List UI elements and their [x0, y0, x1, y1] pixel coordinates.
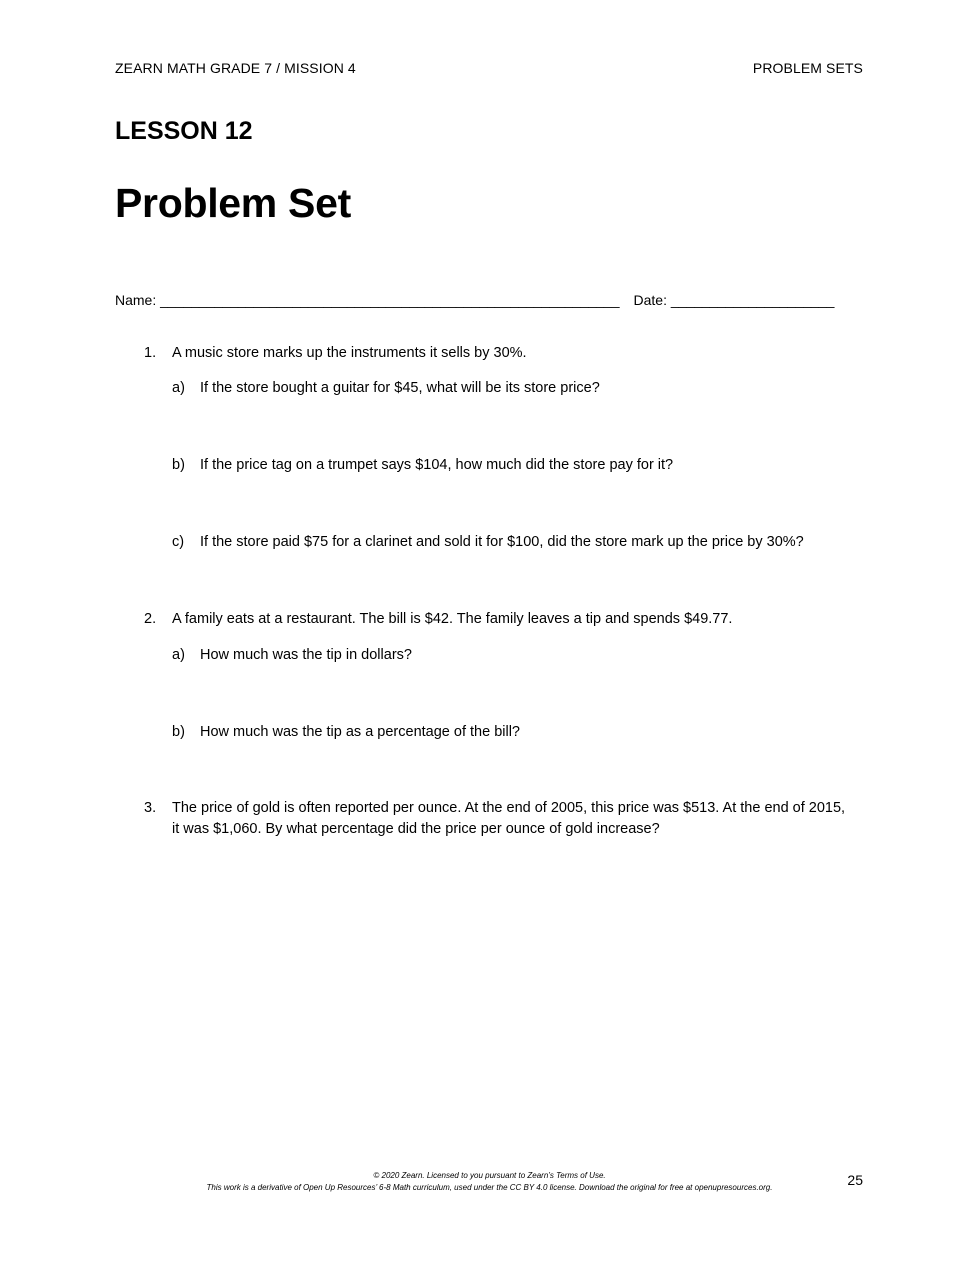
- page-title: Problem Set: [115, 180, 351, 226]
- question-number: 3.: [144, 800, 157, 816]
- part-label: c): [172, 534, 185, 550]
- part-text: If the store bought a guitar for $45, what will be its store price?: [200, 380, 600, 396]
- question-text: A family eats at a restaurant. The bill is $42. The family leaves a tip and spends $49.77.: [172, 611, 733, 627]
- part-text: How much was the tip in dollars?: [200, 647, 412, 663]
- part-label: b): [172, 724, 185, 740]
- question-text-line-2: it was $1,060. By what percentage did the price per ounce of gold increase?: [172, 821, 660, 837]
- page-number: 25: [847, 1172, 863, 1188]
- date-field[interactable]: Date: _____________________: [633, 292, 835, 308]
- name-date-row: [115, 292, 834, 308]
- footer-license: This work is a derivative of Open Up Resources’ 6-8 Math curriculum, used under the CC BY 4.0 license. Download the original for free at openupresources.org.: [206, 1183, 773, 1192]
- question-number: 2.: [144, 611, 157, 627]
- lesson-label: LESSON 12: [115, 117, 253, 145]
- part-text: If the store paid $75 for a clarinet and sold it for $100, did the store mark up the price by 30%?: [200, 534, 804, 550]
- question-text-line-1: The price of gold is often reported per ounce. At the end of 2005, this price was $513. At the end of 2015,: [172, 800, 846, 816]
- header-right: PROBLEM SETS: [752, 60, 863, 76]
- part-text: If the price tag on a trumpet says $104, how much did the store pay for it?: [200, 457, 674, 473]
- name-field[interactable]: Name: ___________________________________________________________: [115, 292, 620, 308]
- part-label: a): [172, 647, 185, 663]
- header-left: ZEARN MATH GRADE 7 / MISSION 4: [115, 60, 356, 76]
- part-text: How much was the tip as a percentage of the bill?: [200, 724, 520, 740]
- part-label: b): [172, 457, 185, 473]
- footer-copyright: © 2020 Zearn. Licensed to you pursuant to Zearn’s Terms of Use.: [373, 1171, 606, 1180]
- part-label: a): [172, 380, 185, 396]
- question-text: A music store marks up the instruments it sells by 30%.: [172, 345, 527, 361]
- question-number: 1.: [144, 345, 157, 361]
